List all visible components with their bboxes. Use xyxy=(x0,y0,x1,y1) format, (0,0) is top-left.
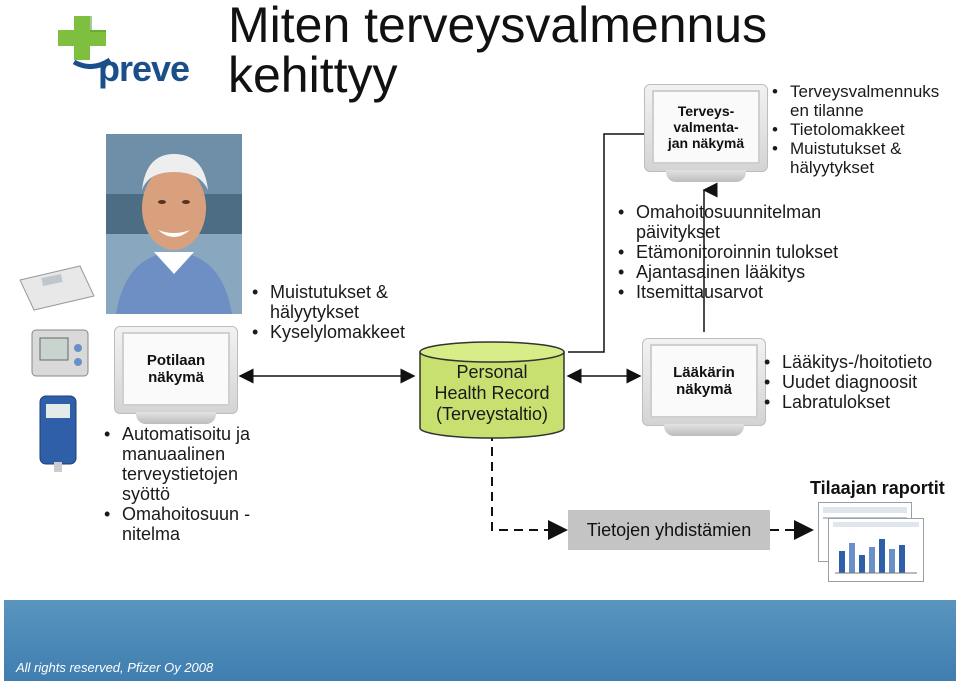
coach-bullet: • Terveysvalmennuks en tilanne xyxy=(772,82,958,120)
patient-bullet: • Omahoitosuun -nitelma xyxy=(104,504,254,544)
logo-text: preve xyxy=(98,48,190,89)
phr-coach-bullet: • Itsemittausarvot xyxy=(618,282,848,302)
title-line-2: kehittyy xyxy=(228,47,398,103)
footer-text: All rights reserved, Pfizer Oy 2008 xyxy=(16,660,214,675)
phr-line-2: Health Record xyxy=(434,383,550,403)
coach-bullet: • Muistutukset & hälyytykset xyxy=(772,139,958,177)
phr-coach-bullets xyxy=(618,202,848,302)
phr-coach-bullet: • Omahoitosuunnitelman päivitykset xyxy=(618,202,848,242)
doctor-bullet: • Uudet diagnoosit xyxy=(764,372,954,392)
reports-label: Tilaajan raportit xyxy=(810,478,945,498)
doctor-view-monitor xyxy=(642,338,766,438)
doctor-bullet: • Lääkitys-/hoitotieto xyxy=(764,352,954,372)
coach-view-label: Terveys-valmenta-jan näkymä xyxy=(652,90,760,164)
phr-database xyxy=(418,340,566,440)
data-merge-box: Tietojen yhdistämien xyxy=(568,510,770,550)
doctor-bullet: • Labratulokset xyxy=(764,392,954,412)
doctor-bullets xyxy=(764,352,954,412)
coach-bullet: • Tietolomakkeet xyxy=(772,120,958,139)
report-sheet-front xyxy=(828,518,924,582)
patient-view-label: Potilaan näkymä xyxy=(122,332,230,406)
coach-view-monitor xyxy=(644,84,768,184)
phr-coach-bullet: • Etämonitoroinnin tulokset xyxy=(618,242,848,262)
phr-line-1: Personal xyxy=(456,362,528,382)
coach-bullets xyxy=(772,82,958,177)
patient-bullet: • Automatisoitu ja manuaalinen terveystietojen syöttö xyxy=(104,424,254,504)
phr-coach-bullet: • Ajantasainen lääkitys xyxy=(618,262,848,282)
patient-link-bullet: • Muistutukset & hälyytykset xyxy=(252,282,422,322)
phr-line-3: (Terveystaltio) xyxy=(435,404,549,424)
doctor-view-label: Lääkärin näkymä xyxy=(650,344,758,418)
title-line-1: Miten terveysvalmennus xyxy=(228,0,768,53)
patient-link-bullet: • Kyselylomakkeet xyxy=(252,322,422,342)
phr-merge-dashed xyxy=(492,432,566,530)
